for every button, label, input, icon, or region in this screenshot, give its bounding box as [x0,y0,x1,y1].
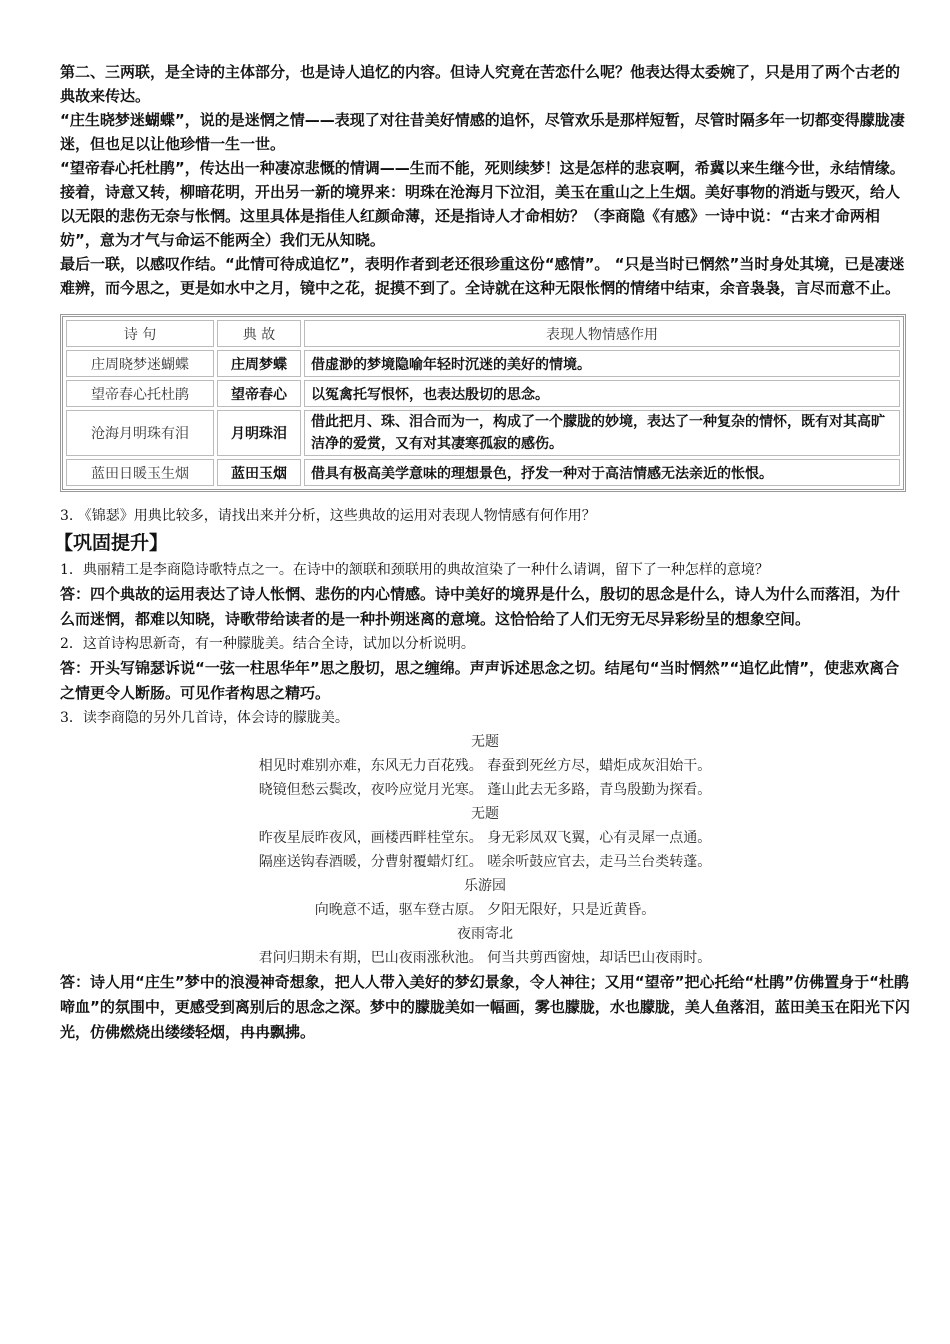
poem-block [60,730,910,802]
question-3: 3. 《锦瑟》用典比较多，请找出来并分析，这些典故的运用对表现人物情感有何作用？ [60,508,596,524]
table-cell-allusion: 望帝春心 [217,380,301,407]
table-cell-effect: 借具有极高美学意味的理想景色，抒发一种对于高洁情感无法亲近的怅恨。 [304,459,900,486]
table-row [66,459,900,486]
poem-block [60,874,910,922]
poem-title: 乐游园 [464,878,506,894]
table-header-cell: 诗 句 [66,320,214,347]
table-row [66,410,900,456]
table-cell-line: 蓝田日暖玉生烟 [66,459,214,486]
final-answer: 答：诗人用“庄生”梦中的浪漫神奇想象，把人人带入美好的梦幻景象，令人神往；又用“望帝”把心托给“杜鹃”仿佛置身于“杜鹃啼血”的氛围中，更感受到离别后的思念之深。梦中的朦胧美如一幅画，雾也朦胧，水也朦胧，美人鱼落泪，蓝田美玉在阳光下闪光，仿佛燃烧出缕缕轻烟，冉冉飘拂。 [60,973,910,1041]
answer-1: 答：四个典故的运用表达了诗人怅惘、悲伤的内心情感。诗中美好的境界是什么，殷切的思念是什么，诗人为什么而落泪，为什么而迷惘，都难以知晓，诗歌带给读者的是一种扑朔迷离的意境。这恰恰给了人们无穷无尽异彩纷呈的想象空间。 [60,585,901,628]
intro-paragraph: 最后一联，以感叹作结。“此情可待成追忆”，表明作者到老还很珍重这份“感情”。 “只是当时已惘然”当时身处其境，已是凄迷难辨，而今思之，更是如水中之月，镜中之花，捉摸不到了。全诗就在这种无限怅惘的情绪中结束，余音袅袅，言尽而意不止。 [60,255,905,297]
intro-paragraph: 第二、三两联，是全诗的主体部分，也是诗人追忆的内容。但诗人究竟在苦恋什么呢？他表达得太委婉了，只是用了两个古老的典故来传达。 [60,63,901,105]
question-3b: 3．读李商隐的另外几首诗，体会诗的朦胧美。 [60,710,349,726]
table-header-row [66,320,900,347]
poem-line: 相见时难别亦难，东风无力百花残。 春蚕到死丝方尽，蜡炬成灰泪始干。 [258,758,712,774]
answer-2: 答：开头写锦瑟诉说“一弦一柱思华年”思之殷切，思之缠绵。声声诉述思念之切。结尾句“当时惘然”“追忆此情”，使悲欢离合之情更令人断肠。可见作者构思之精巧。 [60,659,900,702]
poem-title: 无题 [471,806,499,822]
intro-paragraph: “望帝春心托杜鹃”，传达出一种凄凉悲慨的情调——生而不能，死则续梦！这是怎样的悲哀啊，希冀以来生继今世，永结情缘。 [60,159,905,177]
poem-line: 君问归期未有期，巴山夜雨涨秋池。 何当共剪西窗烛，却话巴山夜雨时。 [258,950,712,966]
poem-line: 隔座送钩春酒暖，分曹射覆蜡灯红。 嗟余听鼓应官去，走马兰台类转蓬。 [258,854,712,870]
table-cell-line: 望帝春心托杜鹃 [66,380,214,407]
table-cell-allusion: 月明珠泪 [217,410,301,456]
allusion-table [60,314,906,492]
poem-line: 晓镜但愁云鬓改，夜吟应觉月光寒。 蓬山此去无多路，青鸟殷勤为探看。 [258,782,712,798]
intro-paragraph: 接着，诗意又转，柳暗花明，开出另一新的境界来：明珠在沧海月下泣泪，美玉在重山之上生烟。美好事物的消逝与毁灭，给人以无限的悲伤无奈与怅惘。这里具体是指佳人红颜命薄，还是指诗人才命相妨？（李商隐《有感》一诗中说：“古来才命两相妨”，意为才气与命运不能两全）我们无从知晓。 [60,183,901,249]
table-cell-line: 沧海月明珠有泪 [66,410,214,456]
table-cell-allusion: 蓝田玉烟 [217,459,301,486]
table-row [66,350,900,377]
intro-paragraph: “庄生晓梦迷蝴蝶”，说的是迷惘之情——表现了对往昔美好情感的追怀，尽管欢乐是那样短暂，尽管时隔多年一切都变得朦胧凄迷，但也足以让他珍惜一生一世。 [60,111,905,153]
document-page [54,60,910,1045]
table-cell-effect: 借此把月、珠、泪合而为一，构成了一个朦胧的妙境，表达了一种复杂的情怀，既有对其高旷洁净的爱赏，又有对其凄寒孤寂的感伤。 [304,410,900,456]
table-header-cell: 典 故 [217,320,301,347]
table-cell-effect: 以冤禽托写恨怀，也表达殷切的思念。 [304,380,900,407]
poem-line: 向晚意不适，驱车登古原。 夕阳无限好，只是近黄昏。 [314,902,656,918]
poem-block [60,922,910,970]
poem-title: 夜雨寄北 [457,926,513,942]
section-title: 【巩固提升】 [54,532,169,554]
table-header-cell: 表现人物情感作用 [304,320,900,347]
question-2: 2．这首诗构思新奇，有一种朦胧美。结合全诗，试加以分析说明。 [60,636,475,652]
table-cell-allusion: 庄周梦蝶 [217,350,301,377]
question-1: 1．典丽精工是李商隐诗歌特点之一。在诗中的颔联和颈联用的典故渲染了一种什么请调，留下了一种怎样的意境？ [60,562,769,578]
poem-block [60,802,910,874]
poem-line: 昨夜星辰昨夜风，画楼西畔桂堂东。 身无彩凤双飞翼，心有灵犀一点通。 [258,830,712,846]
table-row [66,380,900,407]
poem-title: 无题 [471,734,499,750]
table-cell-line: 庄周晓梦迷蝴蝶 [66,350,214,377]
table-cell-effect: 借虚渺的梦境隐喻年轻时沉迷的美好的情境。 [304,350,900,377]
